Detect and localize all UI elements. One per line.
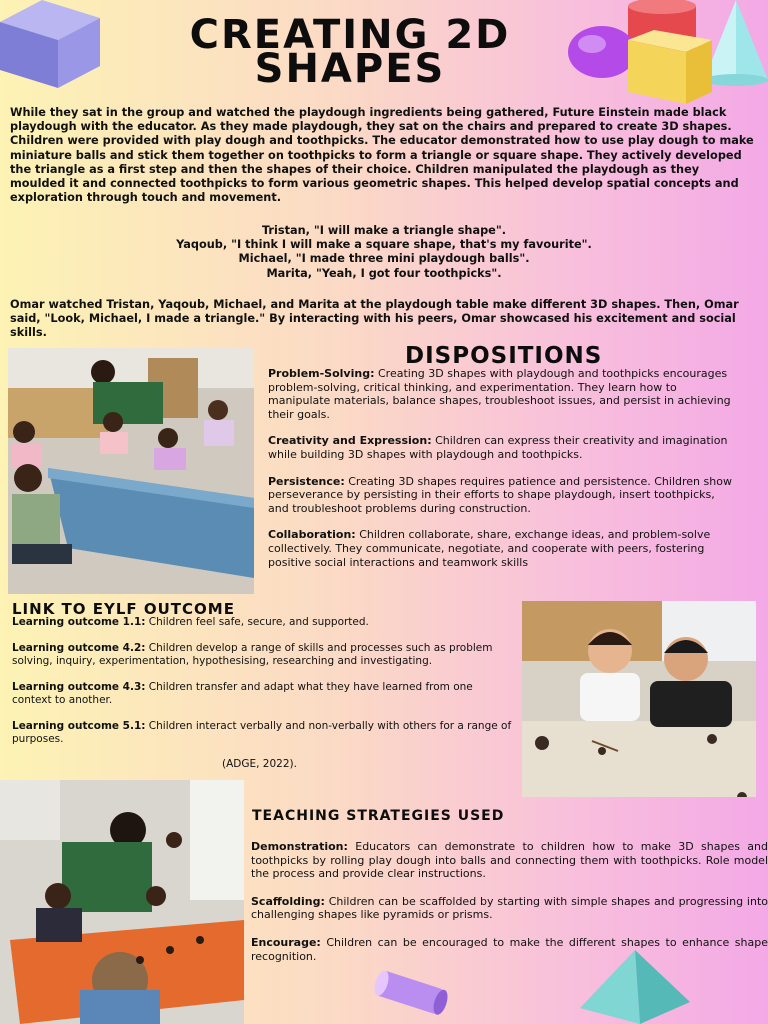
quote-tristan: Tristan, "I will make a triangle shape". — [261, 224, 507, 237]
disposition-label: Creativity and Expression: — [268, 434, 432, 448]
omar-paragraph: Omar watched Tristan, Yaqoub, Michael, and Marita at the playdough table make different 3D shapes. Then, Omar said, "Look, Michael, I made a triangle." By interacting with his peers, Omar showcased his excitement and social skills. — [10, 298, 739, 340]
teaching-title: TEACHING STRATEGIES USED — [252, 808, 505, 824]
teaching-text: Children can be encouraged to make the different shapes to enhance shape recognition. — [251, 935, 768, 963]
teaching-text: Educators can demonstrate to children how to make 3D shapes and toothpicks by rolling play dough into balls and connecting them with toothpicks. Role model the process and provide clear instructions. — [251, 840, 768, 881]
eylf-label: Learning outcome 4.3: — [12, 681, 146, 693]
eylf-list — [12, 616, 512, 759]
disposition-text: Creating 3D shapes with playdough and toothpicks encourages problem-solving, critical thinking, and experimentation. They learn how to manipulate materials, balance shapes, troubleshoot issues, and persist in achieving their goals. — [268, 367, 731, 421]
eylf-text: Children develop a range of skills and processes such as problem solving, inquiry, experimentation, hypothesising, researching and investigating. — [12, 642, 493, 667]
disposition-label: Persistence: — [268, 474, 345, 488]
eylf-label: Learning outcome 4.2: — [12, 642, 146, 654]
teaching-item — [251, 936, 768, 963]
teaching-item — [251, 840, 768, 881]
title-line-2: SHAPES — [254, 46, 446, 92]
quote-yaqoub: Yaqoub, "I think I will make a square shape, that's my favourite". — [176, 238, 592, 252]
dispositions-title: DISPOSITIONS — [405, 343, 603, 369]
title-line-1: CREATING 2D — [189, 12, 511, 58]
eylf-item — [12, 681, 512, 707]
page-title — [150, 12, 550, 92]
eylf-label: Learning outcome 5.1: — [12, 720, 146, 732]
eylf-item — [12, 616, 512, 629]
boys-photo — [522, 601, 756, 797]
eylf-reference: (ADGE, 2022). — [222, 758, 297, 770]
disposition-item — [268, 475, 738, 516]
teaching-item — [251, 895, 768, 922]
eylf-text: Children interact verbally and non-verbally with others for a range of purposes. — [12, 720, 512, 745]
disposition-item — [268, 434, 738, 461]
eylf-item — [12, 642, 512, 668]
classroom-photo-1 — [8, 348, 254, 594]
eylf-item — [12, 720, 512, 746]
children-quotes — [10, 224, 758, 281]
teaching-list — [251, 840, 768, 977]
teaching-text: Children can be scaffolded by starting with simple shapes and progressing into challenging shapes like pyramids or prisms. — [251, 894, 768, 922]
eylf-text: Children transfer and adapt what they have learned from one context to another. — [12, 681, 473, 706]
disposition-item — [268, 367, 738, 421]
dispositions-list — [268, 367, 738, 582]
teaching-label: Scaffolding: — [251, 894, 325, 908]
disposition-label: Collaboration: — [268, 528, 356, 542]
disposition-item — [268, 528, 738, 569]
eylf-text: Children feel safe, secure, and supported. — [145, 616, 369, 628]
teaching-label: Encourage: — [251, 935, 321, 949]
disposition-text: Children can express their creativity and imagination while building 3D shapes with playdough and toothpicks. — [268, 434, 728, 461]
shapes-cluster-icon — [566, 0, 768, 106]
classroom-photo-2 — [0, 780, 244, 1024]
purple-cube-icon — [0, 0, 104, 90]
eylf-title: LINK TO EYLF OUTCOME — [12, 600, 235, 618]
quote-marita: Marita, "Yeah, I got four toothpicks". — [266, 266, 502, 280]
disposition-text: Creating 3D shapes requires patience and persistence. Children show perseverance by persisting in their efforts to shape playdough, insert toothpicks, and troubleshoot problems during construction. — [268, 474, 732, 515]
intro-paragraph: While they sat in the group and watched the playdough ingredients being gathered, Future Einstein made black playdough with the educator. As they made playdough, they sat on the chairs and prepared to create 3D shapes. Children were provided with play dough and toothpicks. The educator demonstrated how to use play dough to make miniature balls and stick them together on toothpicks to form a triangle or square shape. They actively developed the triangle as a first step and then the shapes of their choice. Children manipulated the playdough as they moulded it and connected toothpicks to form various geometric shapes. This helped develop spatial concepts and exploration through touch and movement. — [10, 106, 754, 205]
quote-michael: Michael, "I made three mini playdough balls". — [238, 252, 530, 266]
teaching-label: Demonstration: — [251, 840, 348, 853]
disposition-label: Problem-Solving: — [268, 367, 375, 380]
disposition-text: Children collaborate, share, exchange ideas, and problem-solve collectively. They communicate, negotiate, and cooperate with peers, fostering positive social interactions and teamwork skills — [268, 528, 711, 569]
eylf-label: Learning outcome 1.1: — [12, 616, 146, 628]
